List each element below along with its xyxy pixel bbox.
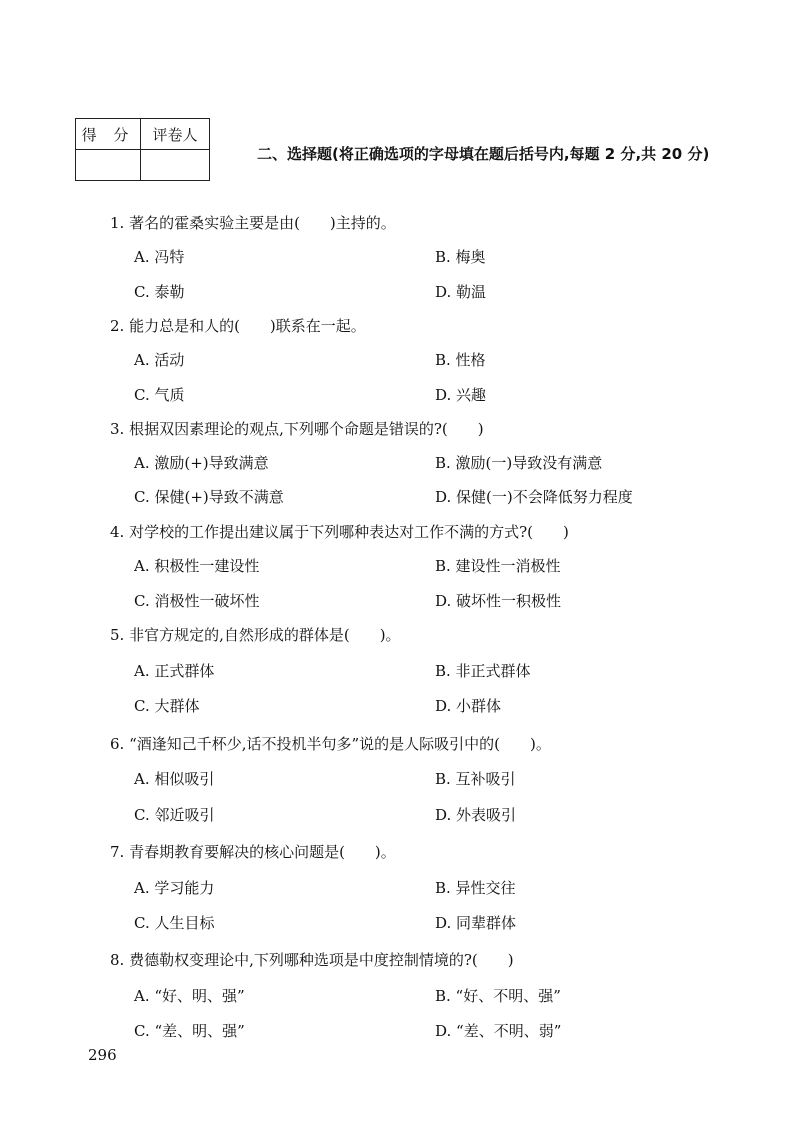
q5-option-c: C. 大群体 [134, 697, 200, 715]
q7-option-b: B. 异性交往 [435, 879, 516, 897]
question-2: 2. 能力总是和人的( )联系在一起。 [110, 317, 366, 335]
page-number: 296 [88, 1046, 117, 1064]
q6-option-b: B. 互补吸引 [435, 770, 516, 788]
grader-header: 评卷人 [141, 119, 210, 150]
q5-option-a: A. 正式群体 [134, 662, 215, 680]
question-6: 6. “酒逢知己千杯少,话不投机半句多”说的是人际吸引中的( )。 [110, 735, 551, 753]
q3-option-c: C. 保健(+)导致不满意 [134, 488, 284, 506]
question-5: 5. 非官方规定的,自然形成的群体是( )。 [110, 626, 401, 644]
q7-option-a: A. 学习能力 [134, 879, 215, 897]
question-8: 8. 费德勒权变理论中,下列哪种选项是中度控制情境的?( ) [110, 951, 514, 969]
q3-option-a: A. 激励(+)导致满意 [134, 454, 269, 472]
q5-option-b: B. 非正式群体 [435, 662, 531, 680]
question-1: 1. 著名的霍桑实验主要是由( )主持的。 [110, 214, 396, 232]
q1-option-a: A. 冯特 [134, 248, 185, 266]
q8-option-b: B. “好、不明、强” [435, 987, 561, 1005]
q2-option-b: B. 性格 [435, 351, 486, 369]
q1-option-d: D. 勒温 [435, 283, 487, 301]
q4-option-d: D. 破坏性一积极性 [435, 592, 562, 610]
q5-option-d: D. 小群体 [435, 697, 502, 715]
section-title: 二、选择题(将正确选项的字母填在题后括号内,每题 2 分,共 20 分) [257, 145, 710, 163]
q4-option-b: B. 建设性一消极性 [435, 557, 561, 575]
q8-option-a: A. “好、明、强” [134, 987, 245, 1005]
q2-option-a: A. 活动 [134, 351, 185, 369]
q3-option-d: D. 保健(一)不会降低努力程度 [435, 488, 633, 506]
q6-option-d: D. 外表吸引 [435, 806, 517, 824]
q2-option-c: C. 气质 [134, 386, 185, 404]
q4-option-c: C. 消极性一破坏性 [134, 592, 260, 610]
question-4: 4. 对学校的工作提出建议属于下列哪种表达对工作不满的方式?( ) [110, 523, 569, 541]
score-box [75, 118, 210, 181]
q2-option-d: D. 兴趣 [435, 386, 487, 404]
q4-option-a: A. 积极性一建设性 [134, 557, 260, 575]
q6-option-c: C. 邻近吸引 [134, 806, 215, 824]
question-3: 3. 根据双因素理论的观点,下列哪个命题是错误的?( ) [110, 420, 484, 438]
q1-option-b: B. 梅奥 [435, 248, 486, 266]
grader-cell [141, 150, 210, 181]
question-7: 7. 青春期教育要解决的核心问题是( )。 [110, 843, 396, 861]
q8-option-c: C. “差、明、强” [134, 1022, 245, 1040]
q8-option-d: D. “差、不明、弱” [435, 1022, 562, 1040]
score-header: 得 分 [76, 119, 141, 150]
q7-option-d: D. 同辈群体 [435, 914, 517, 932]
q6-option-a: A. 相似吸引 [134, 770, 215, 788]
score-cell [76, 150, 141, 181]
q7-option-c: C. 人生目标 [134, 914, 215, 932]
q1-option-c: C. 泰勒 [134, 283, 185, 301]
q3-option-b: B. 激励(一)导致没有满意 [435, 454, 603, 472]
